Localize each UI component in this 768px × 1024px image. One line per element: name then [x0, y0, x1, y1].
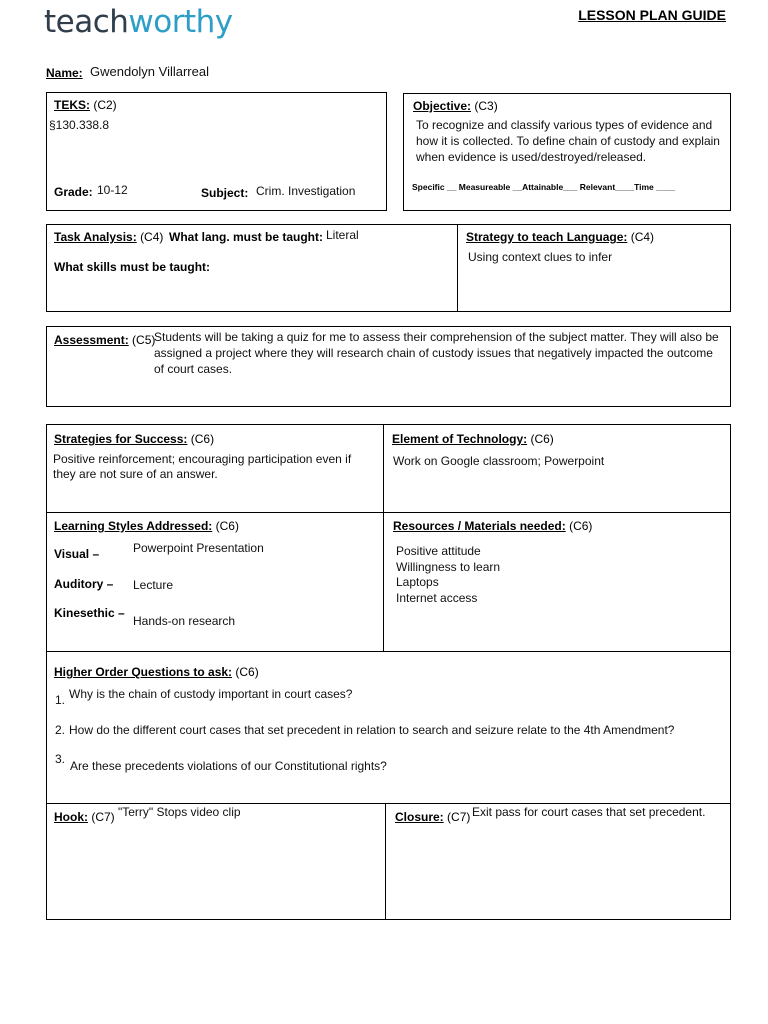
hook-label: Hook: (C7) [54, 810, 115, 824]
closure-label: Closure: (C7) [395, 810, 471, 824]
technology-text: Work on Google classroom; Powerpoint [393, 454, 605, 468]
hoq-label: Higher Order Questions to ask: (C6) [54, 665, 259, 679]
grid-row-divider-3 [46, 803, 731, 804]
skills-label: What skills must be taught: [54, 260, 211, 274]
page-title: LESSON PLAN GUIDE [578, 7, 726, 23]
lang-label: What lang. must be taught: [169, 230, 323, 244]
grid-row-divider-2 [46, 651, 731, 652]
subject-value: Crim. Investigation [256, 184, 356, 198]
assessment-text: Students will be taking a quiz for me to assess their comprehension of the subject matter. They will also be assigned a project where they will research chain of custody issues that negatively impacted the outcome of court cases. [154, 330, 719, 376]
visual-value: Powerpoint Presentation [133, 541, 264, 555]
auditory-label: Auditory – [54, 577, 114, 591]
resource-item: Willingness to learn [396, 559, 501, 574]
teks-value: §130.338.8 [49, 118, 110, 132]
task-divider [457, 224, 458, 312]
strategies-success-label: Strategies for Success: (C6) [54, 432, 215, 446]
lang-value: Literal [326, 228, 359, 242]
teks-label: TEKS: (C2) [54, 98, 117, 112]
assessment-label: Assessment: (C5) [54, 333, 156, 347]
strategies-success-text: Positive reinforcement; encouraging participation even if they are not sure of an answer. [53, 452, 352, 481]
resource-item: Internet access [396, 590, 478, 605]
name-value: Gwendolyn Villarreal [90, 64, 209, 79]
grid-divider-lower [385, 803, 386, 920]
question-number: 1. [55, 693, 66, 707]
objective-text: To recognize and classify various types of evidence and how it is collected. To define chain of custody and explain when evidence is used/destroyed/released. [416, 118, 720, 164]
hook-value: "Terry" Stops video clip [118, 805, 241, 819]
question-text: Why is the chain of custody important in court cases? [69, 687, 353, 701]
resources-list [396, 544, 500, 606]
strategy-language-label: Strategy to teach Language: (C4) [466, 230, 655, 244]
kinesthetic-value: Hands-on research [133, 614, 236, 628]
question-text: Are these precedents violations of our Constitutional rights? [70, 759, 387, 773]
teachworthy-logo [44, 4, 233, 40]
visual-label: Visual – [54, 547, 100, 561]
question-text: How do the different court cases that set precedent in relation to search and seizure relate to the 4th Amendment? [69, 723, 675, 737]
resource-item: Laptops [396, 575, 439, 589]
resource-item: Positive attitude [396, 544, 481, 558]
resources-label: Resources / Materials needed: (C6) [393, 519, 593, 533]
objective-label: Objective: (C3) [413, 99, 498, 113]
question-number: 2. [55, 723, 66, 737]
closure-value: Exit pass for court cases that set precedent. [472, 805, 706, 819]
subject-label: Subject: [201, 186, 249, 200]
learning-styles-label: Learning Styles Addressed: (C6) [54, 519, 239, 533]
logo-worthy: worthy [128, 4, 233, 40]
technology-label: Element of Technology: (C6) [392, 432, 554, 446]
logo-teach: teach [44, 4, 129, 40]
smart-criteria-line: Specific __ Measureable __Attainable___ Relevant____Time ____ [412, 182, 676, 192]
name-label: Name: [46, 66, 83, 80]
grid-divider-upper [383, 424, 384, 651]
grade-label: Grade: [54, 185, 93, 199]
grade-value: 10-12 [97, 183, 128, 197]
question-number: 3. [55, 752, 66, 766]
auditory-value: Lecture [133, 578, 174, 592]
grid-row-divider-1 [46, 512, 731, 513]
strategy-language-value: Using context clues to infer [468, 250, 613, 264]
task-analysis-label: Task Analysis: (C4) [54, 230, 164, 244]
kinesthetic-label: Kinesethic – [54, 606, 125, 620]
